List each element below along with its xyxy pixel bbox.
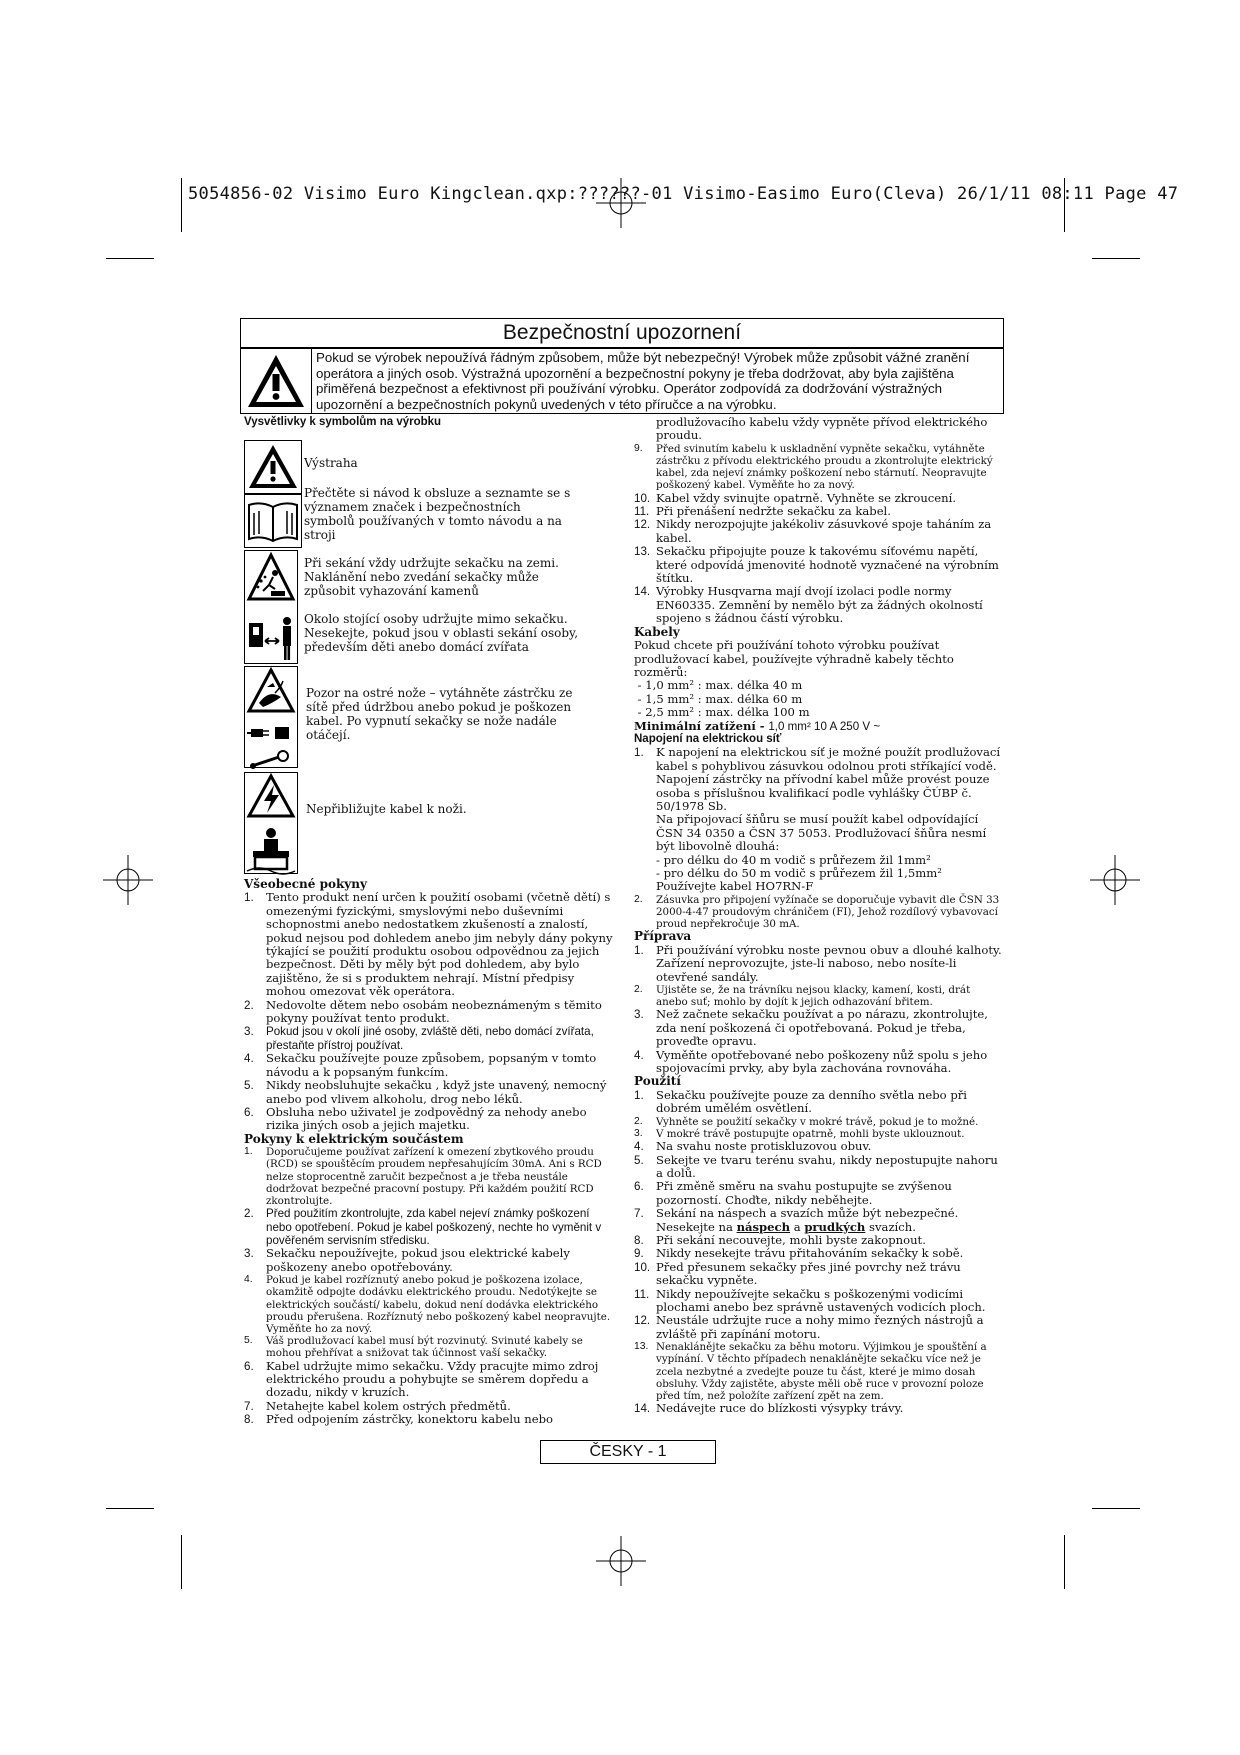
list-item: 8. Při sekání necouvejte, mohli byste zakopnout. (634, 1232, 926, 1247)
symbol-manual-text: Přečtěte si návod k obsluze a seznamte se s významem značek i bezpečnostních symbolů používaných v tomto návodu a na stroji (304, 486, 571, 542)
min-load-value: 1,0 mm² 10 A 250 V ~ (768, 719, 881, 733)
registration-mark-right (1090, 855, 1140, 905)
general-heading: Všeobecné pokyny (244, 877, 367, 891)
usage-list (634, 1089, 1004, 1416)
right-column-body (634, 416, 1004, 1416)
usage-heading: Použití (634, 1074, 681, 1089)
list-item: 12. Nikdy nerozpojujte jakékoliv zásuvkové spoje taháním za kabel. (634, 517, 992, 545)
symbol-blades-box (244, 666, 298, 768)
registration-mark-bottom (596, 1536, 646, 1586)
list-item: 11. Nikdy nepoužívejte sekačku s poškozenými vodicími plochami anebo bez správně ustavených vodicích ploch. (634, 1286, 986, 1314)
symbol-bystanders-text: Okolo stojící osoby udržujte mimo sekačku. Nesekejte, pokud jsou v oblasti sekání osoby, především děti anebo domácí zvířata (304, 612, 579, 654)
list-item: 1. Doporučujeme používat zařízení k omezení zbytkového proudu (RCD) se spouštěcím proudem nepřesahujícím 30mA. Ani s RCD nelze stoprocentně zaručit bezpečnost a je třeba neustále dodržovat bezpečné pracovní postupy. Při každém použití RCD zkontrolujte. (244, 1146, 602, 1207)
cables-intro: Pokud chcete při používání tohoto výrobku používat prodlužovací kabel, používejte výhradně kabely těchto rozměrů: (634, 638, 954, 679)
thrown-objects-icon (245, 551, 297, 607)
symbols-heading: Vysvětlivky k symbolům na výrobku (244, 416, 442, 428)
electrical-list-continued (634, 443, 1004, 626)
warning-icon-cell (241, 349, 312, 413)
symbol-warning-box (244, 440, 302, 494)
list-item: 7. Netahejte kabel kolem ostrých předmětů. (244, 1398, 511, 1413)
symbol-blades-text: Pozor na ostré nože – vytáhněte zástrčku ze sítě před údržbou anebo pokud je poškozen kabel. Po vypnutí sekačky se nože nadále otáčejí. (306, 686, 573, 742)
general-list (244, 891, 614, 1132)
list-item: 12. Neustále udržujte ruce a nohy mimo řezných nástrojů a zvláště při zapínání motoru. (634, 1313, 984, 1341)
list-item: 14. Nedávejte ruce do blízkosti výsypky trávy. (634, 1401, 904, 1416)
warning-intro-text: Pokud se výrobek nepoužívá řádným způsobem, může být nebezpečný! Výrobek může způsobit vážné zranění operátora a jiných osob. Výstražná upozornění a bezpečnostní pokyny je třeba dodržovat, aby byla zajištěna přiměřená bezpečnost a efektivnost při používání výrobku. Operátor zodpovídá za dodržování výstražných upozornění a bezpečnostních pokynů uvedených v této příručce a na výrobku. (316, 350, 970, 412)
page-footer-label: ČESKY - 1 (540, 1440, 716, 1464)
list-item: 3. Pokud jsou v okolí jiné osoby, zvláště děti, nebo domácí zvířata, přestaňte přístroj používat. (244, 1025, 594, 1052)
list-item: 2. Vyhněte se použití sekačky v mokré trávě, pokud je to možné. (634, 1115, 979, 1128)
list-item: 3. Sekačku nepoužívejte, pokud jsou elektrické kabely poškozeny anebo opotřebovány. (244, 1246, 570, 1274)
cable-size-list (634, 679, 1004, 719)
bystander-distance-icon (245, 611, 297, 667)
list-item: 1. Sekačku používejte pouze za denního světla nebo při dobrém umělém osvětlení. (634, 1087, 968, 1116)
cables-heading: Kabely (634, 624, 680, 639)
symbol-mower-box (244, 550, 298, 664)
continued-text: prodlužovacího kabelu vždy vypněte přívod elektrického proudu. (656, 415, 988, 443)
list-item: 2. Zásuvka pro připojení vyžínače se doporučuje vybavit dle ČSN 33 2000-4-47 proudovým chráničem (FI), Jehož rozdílový vybavovací proud nepřekročuje 30 mA. (634, 893, 1000, 931)
preparation-heading: Příprava (634, 929, 692, 944)
page-title: Bezpečnostní upozornení (240, 318, 1004, 348)
list-item: - 2,5 mm² : max. délka 100 m (634, 705, 810, 720)
list-item: 13. Nenaklánějte sekačku za běhu motoru. Výjimkou je spouštění a vypínání. V těchto případech nenaklánějte sekačku více než je zcela nezbytné a zvedejte pouze tu část, které je mimo dosah obsluhy. Vždy zajistěte, abyste měli obě ruce v provozní poloze před tím, než položíte zařízení zpět na zem. (634, 1341, 987, 1403)
list-item: 1. K napojení na elektrickou síť je možné použít prodlužovací kabel s pohyblivou zásuvkou odolnou proti stříkající vodě. Napojení zástrčky na přívodní kabel může provést pouze osoba s příslušnou kvalifikací podle vyhlášky ČÚBP č. 50/1978 Sb. Na připojovací šňůru se musí použít kabel odpovídající ČSN 34 0350 a ČSN 37 5053. Prodlužovací šňůra nesmí být libovolně dlouhá: - pro délku do 40 m vodič s průřezem žil 1mm² - pro délku do 50 m vodič s průřezem žil 1,5mm² Používejte kabel HO7RN-F (634, 745, 1001, 894)
list-item: 6. Obsluha nebo uživatel je zodpovědný za nehody anebo rizika jiných osob a jejich majetku. (244, 1104, 587, 1133)
list-item: 10. Před přesunem sekačky přes jiné povrchy než trávu sekačku vypněte. (634, 1259, 961, 1288)
connection-list (634, 746, 1004, 930)
warning-intro-box (240, 348, 1004, 414)
list-item: 5. Nikdy neobsluhujte sekačku , když jste unavený, nemocný anebo pod vlivem alkoholu, drog nebo léků. (244, 1078, 607, 1106)
symbol-keep-flat-text: Při sekání vždy udržujte sekačku na zemi. Naklánění nebo zvedání sekačky může způsobit vyhazování kamenů (304, 556, 559, 598)
symbol-warning-text: Výstraha (304, 456, 358, 470)
list-item: - 1,5 mm² : max. délka 60 m (634, 691, 803, 706)
wrench-icon (245, 749, 297, 773)
list-item: 3. Než začnete sekačku používat a po nárazu, zkontrolujte, zda není poškozená či opotřebovaná. Pokud je třeba, proveďte opravu. (634, 1007, 988, 1049)
registration-mark-left (103, 855, 153, 905)
list-item: 8. Před odpojením zástrčky, konektoru kabelu nebo (244, 1412, 553, 1427)
connection-heading: Napojení na elektrickou síť (634, 732, 782, 745)
list-item: 10. Kabel vždy svinujte opatrně. Vyhněte se zkroucení. (634, 490, 957, 505)
electric-hazard-icon (245, 773, 297, 821)
list-item: 14. Výrobky Husqvarna mají dvojí izolaci podle normy EN60335. Zemnění by nemělo být za žádných okolností spojeno s žádnou částí výrobku. (634, 584, 983, 626)
mower-operator-icon (245, 825, 297, 877)
list-item: 2. Před použitím zkontrolujte, zda kabel nejeví známky poškození nebo opotřebení. Pokud je kabel poškozený, nechte ho vyměnit v pověřeném servisním středisku. (244, 1207, 602, 1247)
list-item: 1. Tento produkt není určen k použití osobami (včetně dětí) s omezenými fyzickými, smyslovými nebo duševními schopnostmi anebo nedostatkem zkušeností a znalostí, pokud nejsou pod dohledem anebo jim nebyly dány pokyny týkající se použití produktu osobou odpovědnou za jejich bezpečnost. Děti by měly být pod dohledem, aby bylo zajištěno, že si s produktem nehrají. Místní předpisy mohou omezovat věk operátora. (244, 890, 613, 999)
sharp-blades-icon (245, 667, 297, 717)
list-item: 3. V mokré trávě postupujte opatrně, mohli byste uklouznout. (634, 1127, 965, 1140)
list-item: 5. Sekejte ve tvaru terénu svahu, nikdy nepostupujte nahoru a dolů. (634, 1152, 998, 1180)
list-item: 2. Ujistěte se, že na trávníku nejsou klacky, kamení, kosti, drát anebo suť; mohlo by dojít k jejich odhazování břitem. (634, 984, 971, 1009)
list-item: 9. Nikdy nesekejte trávu přitahováním sekačky k sobě. (634, 1246, 964, 1261)
list-item: 4. Sekačku používejte pouze způsobem, popsaným v tomto návodu a k popsaným funkcím. (244, 1051, 597, 1079)
warning-triangle-icon (241, 349, 311, 413)
list-item: 9. Před svinutím kabelu k uskladnění vypněte sekačku, vytáhněte zástrčku z přívodu elektrického proudu a zkontrolujte elektrický kabel, zda nejeví známky poškození nebo stárnutí. Neopravujte poškozený kabel. Vyměňte ho za nový. (634, 442, 993, 492)
unplug-icon (245, 721, 297, 745)
list-item: 4. Pokud je kabel rozříznutý anebo pokud je poškozena izolace, okamžitě odpojte dodávku elektrického proudu. Nedotýkejte se elektrických součástí/ kabelu, dokud není dodávka elektrického proudu přerušena. Rozříznutý nebo poškozený kabel neopravujte. Vyměňte ho za nový. (244, 1274, 611, 1335)
open-book-icon (245, 495, 301, 547)
list-item: 7. Sekání na náspech a svazích může být nebezpečné. Nesekejte na náspech a prudkých svazích. (634, 1206, 959, 1234)
list-item: 1. Při používání výrobku noste pevnou obuv a dlouhé kalhoty. Zařízení neprovozujte, jste-li naboso, nebo nosíte-li otevřené sandály. (634, 942, 1002, 984)
left-column-body (244, 878, 614, 1427)
symbol-manual-box (244, 494, 302, 548)
min-load-line (634, 720, 1004, 733)
symbol-cable-box (244, 772, 298, 874)
preparation-list (634, 944, 1004, 1076)
list-item: 4. Na svahu noste protiskluzovou obuv. (634, 1139, 872, 1154)
list-item: 5. Váš prodlužovací kabel musí být rozvinutý. Svinuté kabely se mohou přehřívat a snižovat tak účinnost vaší sekačky. (244, 1335, 583, 1360)
list-item: 6. Kabel udržujte mimo sekačku. Vždy pracujte mimo zdroj elektrického proudu a pohybujte se směrem dopředu a dozadu, nikdy v kruzích. (244, 1358, 599, 1400)
min-load-label: Minimální zatížení - (634, 718, 765, 733)
warning-triangle-icon (245, 441, 301, 493)
list-item: - 1,0 mm² : max. délka 40 m (634, 678, 803, 693)
print-slug-header: 5054856-02 Visimo Euro Kingclean.qxp:??????-01 Visimo-Easimo Euro(Cleva) 26/1/11 08:11 Page 47 (188, 184, 1179, 204)
list-item: 4. Vyměňte opotřebované nebo poškozeny nůž spolu s jeho spojovacími prvky, aby byla zachována rovnováha. (634, 1047, 988, 1076)
list-item: 6. Při změně směru na svahu postupujte se zvýšenou pozorností. Choďte, nikdy neběhejte. (634, 1179, 952, 1207)
electrical-list (244, 1146, 614, 1427)
list-item: 2. Nedovolte dětem nebo osobám neobeznámeným s tĕmito pokyny používat tento produkt. (244, 997, 602, 1026)
list-item: 13. Sekačku připojujte pouze k takovému síťovému napětí, které odpovídá jmenovité hodnotě vyznačené na výrobním štítku. (634, 544, 999, 586)
electrical-heading: Pokyny k elektrickým součástem (244, 1131, 464, 1146)
symbol-cable-text: Nepřibližujte kabel k noži. (306, 802, 467, 816)
list-item: 11. Při přenášení nedržte sekačku za kabel. (634, 504, 891, 519)
